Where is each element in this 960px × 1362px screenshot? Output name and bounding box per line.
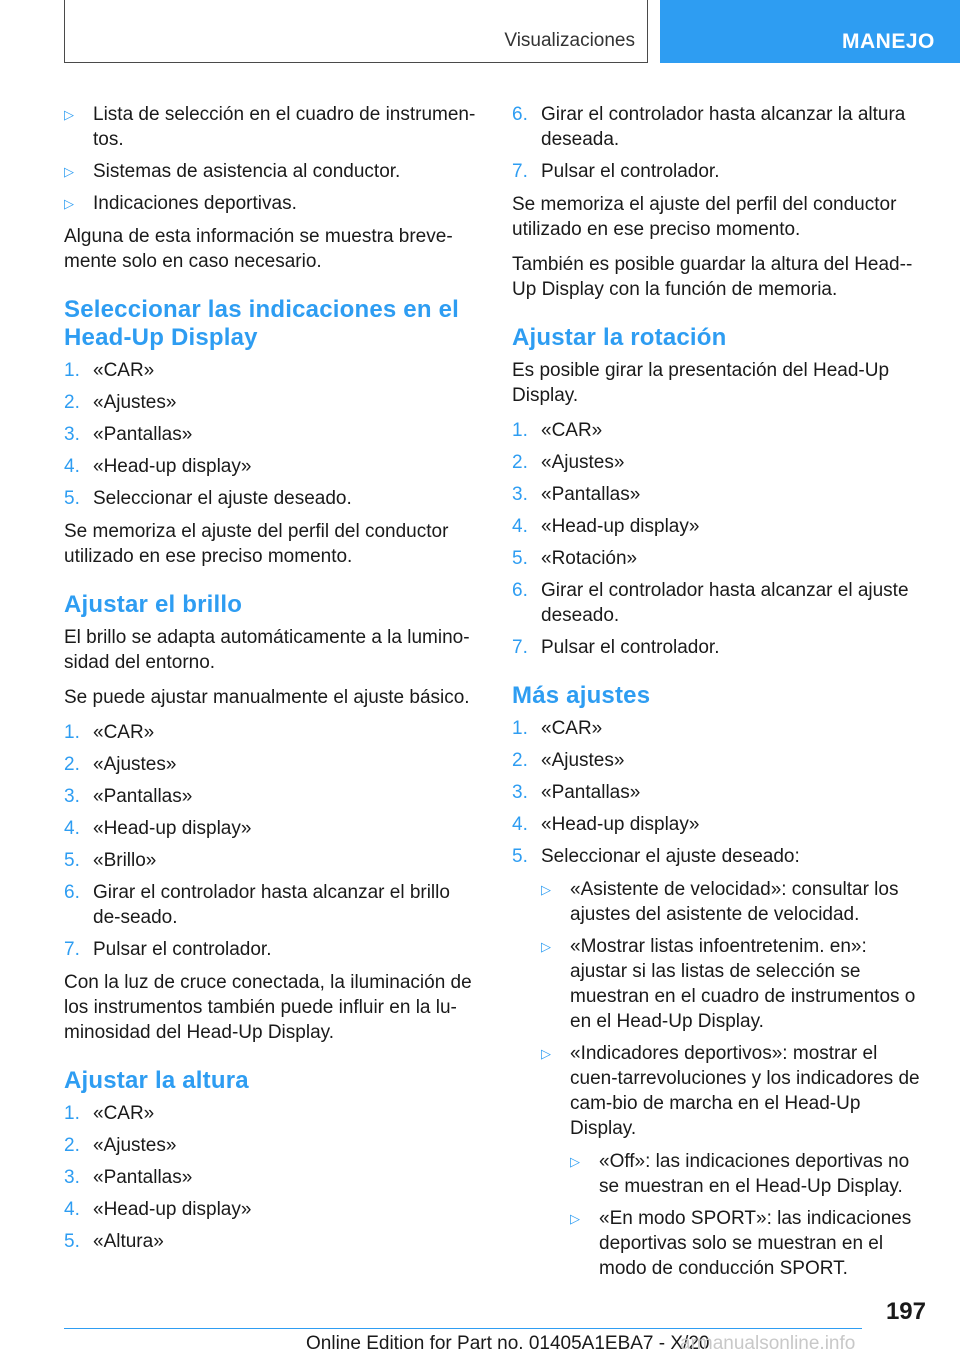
section-label: Visualizaciones (504, 30, 635, 51)
step-item: 5. «Rotación» (512, 548, 638, 569)
left-column (64, 102, 480, 1262)
step-item: 2. «Ajustes» (64, 754, 177, 775)
step-item: 4. «Head-up display» (512, 814, 700, 835)
triangle-bullet-icon: ▷ (64, 107, 74, 122)
section-heading: Ajustar la altura (64, 1067, 249, 1094)
section-heading: Seleccionar las indicaciones en el Head-Up Display (64, 296, 459, 351)
triangle-bullet-icon: ▷ (541, 939, 551, 954)
step-list-continued (512, 102, 928, 184)
step-item: 3. «Pantallas» (512, 484, 641, 505)
sub-sub-bullet-list (570, 1149, 928, 1281)
list-item: ▷ Indicaciones deportivas. (64, 193, 297, 214)
list-item: ▷ «Asistente de velocidad»: consultar los ajustes del asistente de velocidad. (541, 879, 899, 925)
step-item: 3. «Pantallas» (512, 782, 641, 803)
body-paragraph: Se puede ajustar manualmente el ajuste básico. (64, 687, 470, 708)
intro-paragraph: Alguna de esta información se muestra breve-mente solo en caso necesario. (64, 226, 453, 272)
triangle-bullet-icon: ▷ (541, 882, 551, 897)
list-item: ▷ Sistemas de asistencia al conductor. (64, 161, 401, 182)
step-item: 5. «Altura» (64, 1231, 164, 1252)
list-item: ▷ «Indicadores deportivos»: mostrar el cuen-tarrevoluciones y los indicadores de cam-bio de marcha en el Head-Up Display. ▷ «Off»: las indicaciones deportivas no se muestran en el Head-Up Display. ▷ «En modo SPORT»: las indicaciones deportivas solo se muestran en el modo de conducción SPORT. (541, 1041, 928, 1288)
step-item: 7. Pulsar el controlador. (512, 637, 720, 658)
step-list (64, 720, 480, 962)
step-item: 6. Girar el controlador hasta alcanzar el brillo de-seado. (64, 882, 450, 928)
section-heading: Ajustar la rotación (512, 324, 727, 351)
step-list (64, 1101, 480, 1254)
chapter-tab[interactable]: MANEJO (660, 0, 960, 63)
list-item: ▷ «Mostrar listas infoentretenim. en»: ajustar si las listas de selección se muestran en el cuadro de instrumentos o en el Head-Up Display. (541, 936, 916, 1032)
step-item: 3. «Pantallas» (64, 786, 193, 807)
step-item: 5. Seleccionar el ajuste deseado. (64, 488, 352, 509)
step-item: 1. «CAR» (64, 360, 155, 381)
note-paragraph: También es posible guardar la altura del Head--Up Display con la función de memoria. (512, 254, 913, 300)
step-item: 4. «Head-up display» (64, 1199, 252, 1220)
step-item: 6. Girar el controlador hasta alcanzar el ajuste deseado. (512, 580, 909, 626)
step-item: 1. «CAR» (512, 718, 603, 739)
step-item: 7. Pulsar el controlador. (512, 161, 720, 182)
step-item: 2. «Ajustes» (64, 1135, 177, 1156)
triangle-bullet-icon: ▷ (64, 196, 74, 211)
step-item: 4. «Head-up display» (64, 456, 252, 477)
list-item: ▷ «En modo SPORT»: las indicaciones deportivas solo se muestran en el modo de conducción SPORT. (570, 1208, 912, 1279)
section-heading: Más ajustes (512, 682, 651, 709)
step-item: 2. «Ajustes» (512, 452, 625, 473)
list-item: ▷ Lista de selección en el cuadro de instrumen-tos. (64, 104, 476, 150)
triangle-bullet-icon: ▷ (64, 164, 74, 179)
step-item: 7. Pulsar el controlador. (64, 939, 272, 960)
note-paragraph: Se memoriza el ajuste del perfil del conductor utilizado en ese preciso momento. (512, 194, 897, 240)
list-item: ▷ «Off»: las indicaciones deportivas no se muestran en el Head-Up Display. (570, 1151, 910, 1197)
step-item: 6. Girar el controlador hasta alcanzar la altura deseada. (512, 104, 906, 150)
step-list (512, 716, 928, 1295)
step-item: 3. «Pantallas» (64, 424, 193, 445)
step-item: 2. «Ajustes» (512, 750, 625, 771)
note-paragraph: Se memoriza el ajuste del perfil del conductor utilizado en ese preciso momento. (64, 521, 449, 567)
watermark: armanualsonline.info (680, 1333, 856, 1354)
footer-divider (64, 1328, 862, 1329)
body-paragraph: Es posible girar la presentación del Head-Up Display. (512, 360, 890, 406)
body-paragraph: El brillo se adapta automáticamente a la lumino-sidad del entorno. (64, 627, 470, 673)
step-item: 1. «CAR» (64, 722, 155, 743)
triangle-bullet-icon: ▷ (570, 1154, 580, 1169)
intro-bullet-list (64, 102, 480, 216)
step-item: 1. «CAR» (512, 420, 603, 441)
footer-edition: Online Edition for Part no. 01405A1EBA7 - X/20 (306, 1333, 710, 1354)
step-list (64, 358, 480, 511)
triangle-bullet-icon: ▷ (570, 1211, 580, 1226)
step-item: 5. Seleccionar el ajuste deseado: ▷ «Asistente de velocidad»: consultar los ajustes del asistente de velocidad. ▷ «Mostrar listas infoentretenim. en»: ajustar si las listas de selección se muestran en el cuadro de instrumentos o en el Head-Up Display. ▷ «Indicadores deportivos»: mostrar el cuen-tarrevoluciones y los indicadores de cam-bio de marcha en el Head-Up Display. ▷ «Off»: las indicaciones deportivas no se muestran en el Head-Up Display. ▷ «En modo SPORT»: las indicaciones deportivas solo se muestran en el modo de conducción SPORT. (512, 844, 928, 1295)
step-item: 3. «Pantallas» (64, 1167, 193, 1188)
section-heading: Ajustar el brillo (64, 591, 243, 618)
right-column (512, 102, 928, 1303)
page-number: 197 (885, 1298, 926, 1325)
step-item: 5. «Brillo» (64, 850, 157, 871)
sub-bullet-list (541, 877, 928, 1288)
triangle-bullet-icon: ▷ (541, 1046, 551, 1061)
note-paragraph: Con la luz de cruce conectada, la iluminación de los instrumentos también puede influir en la lu-minosidad del Head-Up Display. (64, 972, 472, 1043)
step-item: 4. «Head-up display» (512, 516, 700, 537)
step-item: 1. «CAR» (64, 1103, 155, 1124)
step-list (512, 418, 928, 660)
header-frame (64, 0, 648, 63)
step-item: 2. «Ajustes» (64, 392, 177, 413)
step-item: 4. «Head-up display» (64, 818, 252, 839)
